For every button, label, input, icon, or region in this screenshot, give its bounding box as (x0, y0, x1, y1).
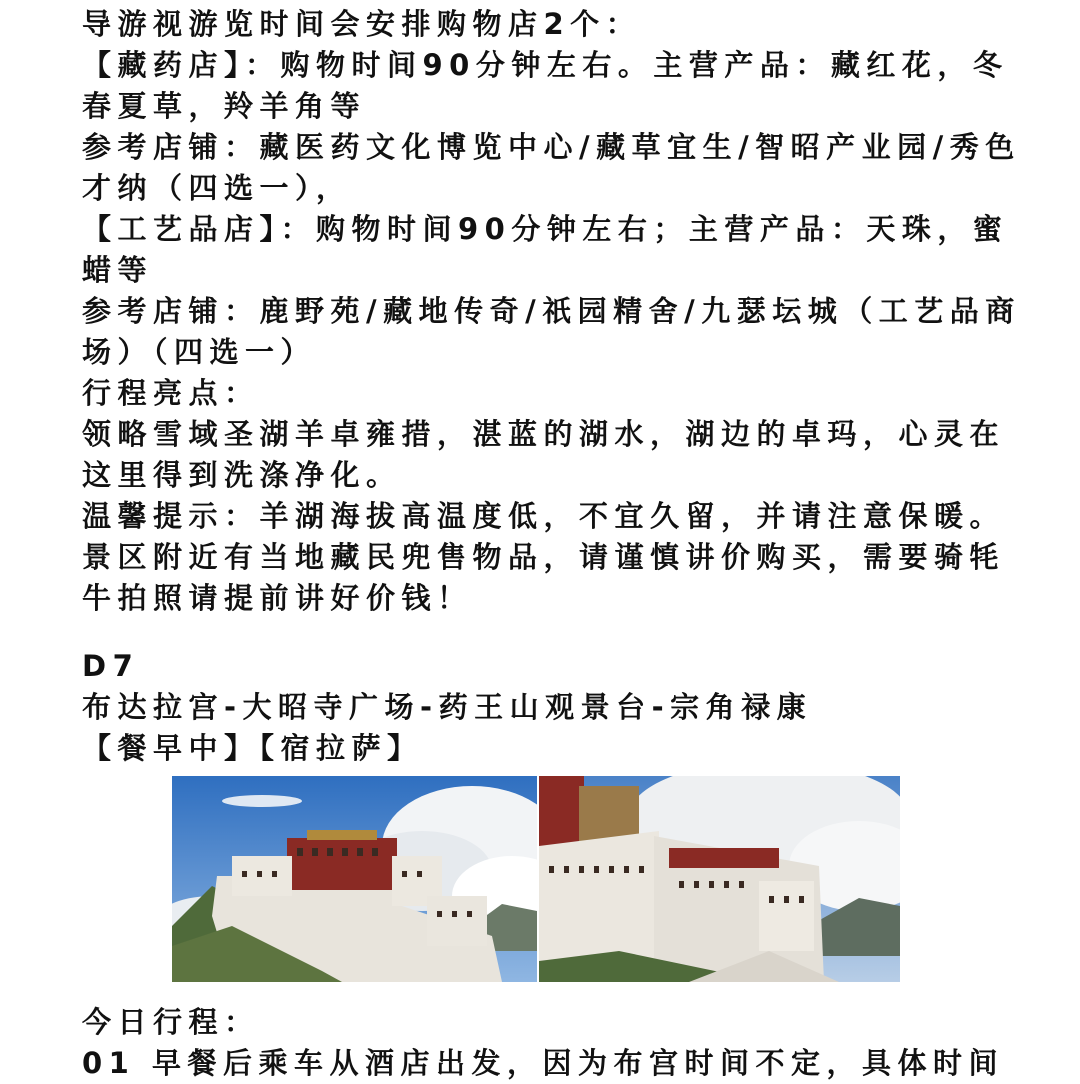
potala-palace-photo-right (539, 776, 900, 982)
medicine-shop-refs: 参考店铺：藏医药文化博览中心/藏草宜生/智昭产业园/秀色 (82, 130, 1021, 164)
day-route: 布达拉宫-大昭寺广场-药王山观景台-宗角禄康 (82, 690, 813, 724)
highlights-heading: 行程亮点： (82, 376, 260, 410)
craft-shop-refs: 参考店铺：鹿野苑/藏地传奇/祇园精舍/九瑟坛城（工艺品商 (82, 294, 1021, 328)
tips-text: 温馨提示：羊湖海拔高温度低，不宜久留，并请注意保暖。 (82, 499, 1006, 533)
photo-strip (172, 776, 900, 982)
itinerary-heading: 今日行程： (82, 1005, 260, 1039)
medicine-shop-line: 【藏药店】：购物时间90分钟左右。主营产品：藏红花，冬 (82, 48, 1009, 82)
medicine-shop-line-cont: 春夏草，羚羊角等 (82, 89, 367, 123)
medicine-shop-refs-cont: 才纳（四选一）， (82, 171, 352, 205)
day-label: D7 (82, 649, 140, 683)
day-meals: 【餐早中】【宿拉萨】 (82, 731, 423, 765)
shopping-intro: 导游视游览时间会安排购物店2个： (82, 7, 642, 41)
tips-text-cont: 景区附近有当地藏民兜售物品，请谨慎讲价购买，需要骑牦 (82, 540, 1006, 574)
itinerary-first-line: 01 早餐后乘车从酒店出发，因为布宫时间不定，具体时间 (82, 1046, 1004, 1080)
craft-shop-line-cont: 蜡等 (82, 253, 154, 287)
highlights-text-cont: 这里得到洗涤净化。 (82, 458, 402, 492)
craft-shop-refs-cont: 场）（四选一） (82, 335, 317, 369)
craft-shop-line: 【工艺品店】：购物时间90分钟左右；主营产品：天珠，蜜 (82, 212, 1009, 246)
tips-text-end: 牛拍照请提前讲好价钱！ (82, 581, 473, 615)
highlights-text: 领略雪域圣湖羊卓雍措，湛蓝的湖水，湖边的卓玛，心灵在 (82, 417, 1006, 451)
potala-palace-photo-left (172, 776, 537, 982)
